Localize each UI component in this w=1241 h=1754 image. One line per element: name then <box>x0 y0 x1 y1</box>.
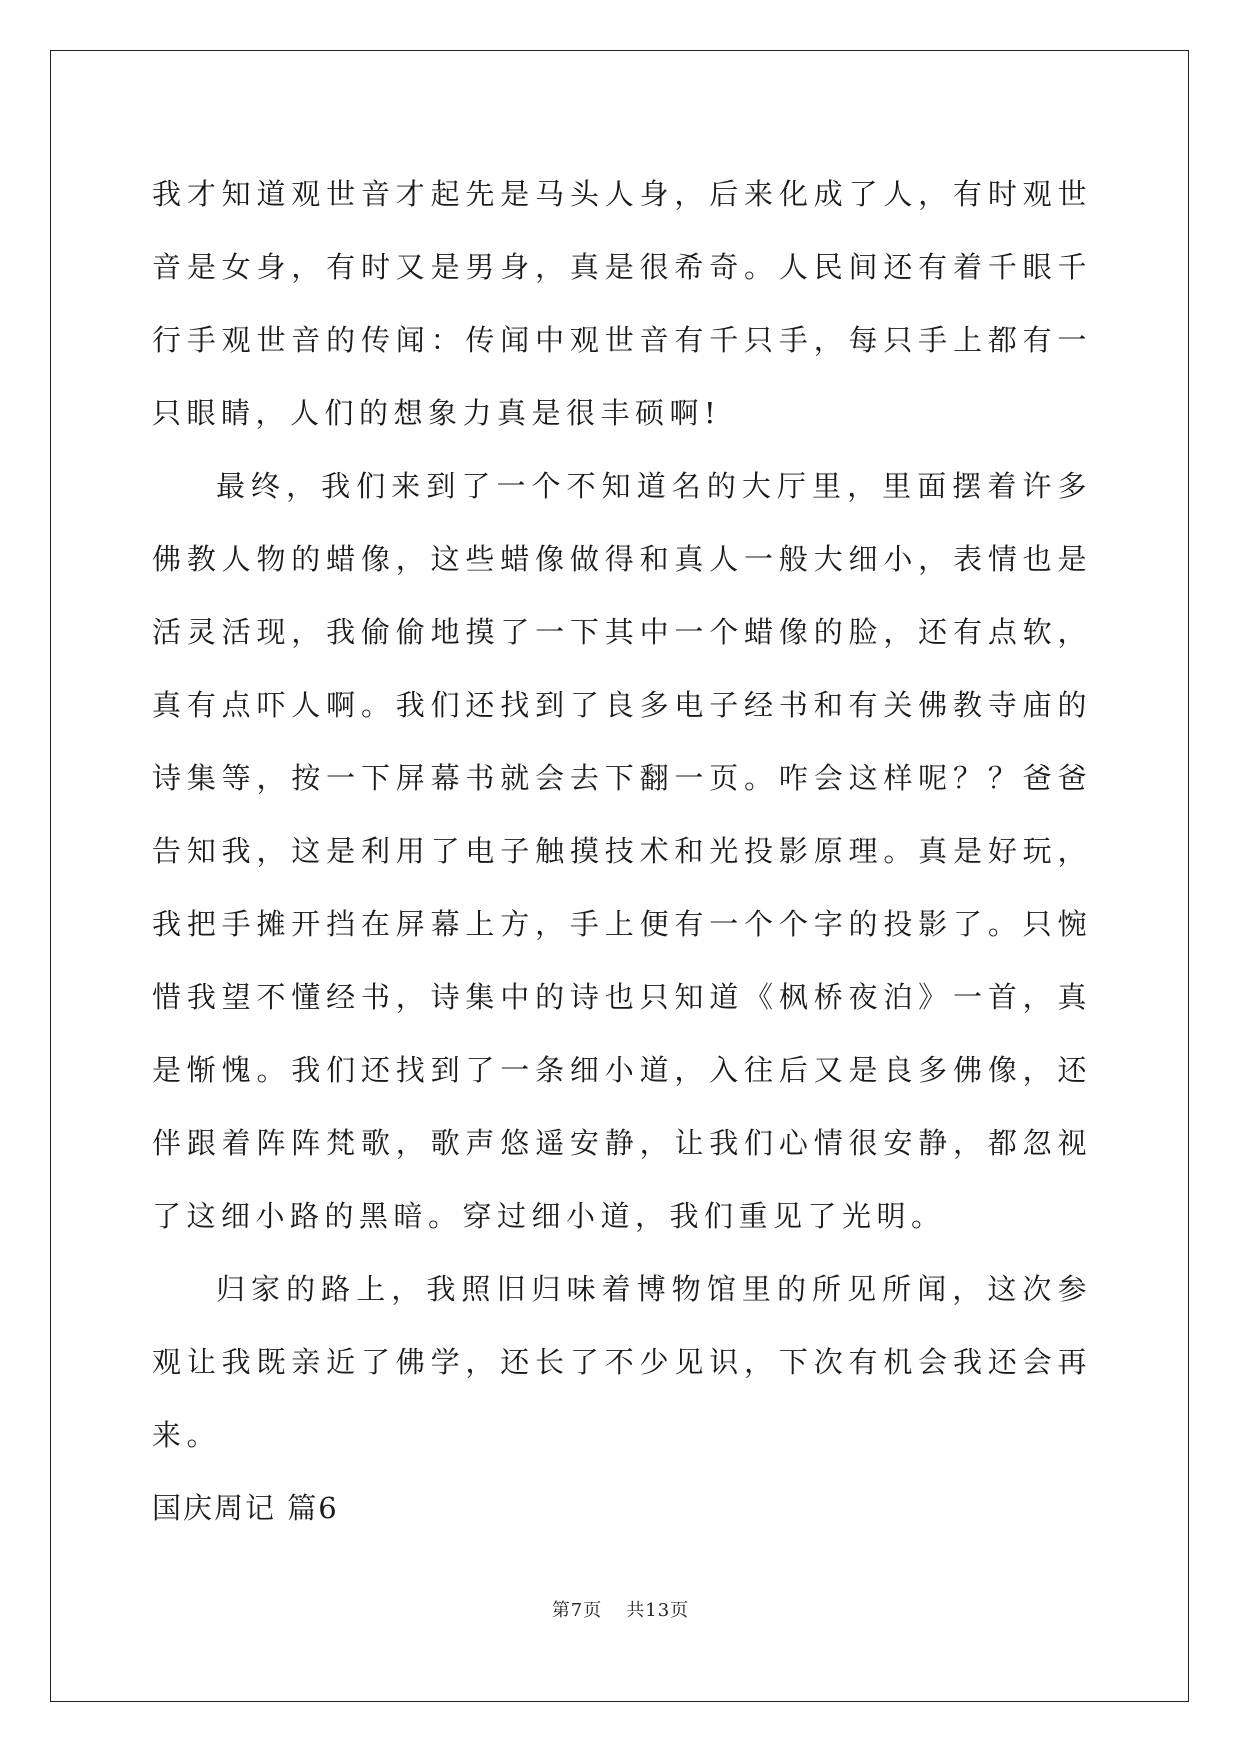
paragraph-1: 我才知道观世音才起先是马头人身，后来化成了人，有时观世音是女身，有时又是男身，真是很希奇。人民间还有着千眼千行手观世音的传闻：传闻中观世音有千只手，每只手上都有一只眼睛，人们的想象力真是很丰硕啊! <box>152 177 1092 430</box>
page-total: 共13页 <box>626 1600 690 1621</box>
paragraph-2: 最终，我们来到了一个不知道名的大厅里，里面摆着许多佛教人物的蜡像，这些蜡像做得和真人一般大细小，表情也是活灵活现，我偷偷地摸了一下其中一个蜡像的脸，还有点软，真有点吓人啊。我们还找到了良多电子经书和有关佛教寺庙的诗集等，按一下屏幕书就会去下翻一页。咋会这样呢？？爸爸告知我，这是利用了电子触摸技术和光投影原理。真是好玩，我把手摊开挡在屏幕上方，手上便有一个个字的投影了。只惋惜我望不懂经书，诗集中的诗也只知道《枫桥夜泊》一首，真是惭愧。我们还找到了一条细小道，入往后又是良多佛像，还伴跟着阵阵梵歌，歌声悠遥安静，让我们心情很安静，都忽视了这细小路的黑暗。穿过细小道，我们重见了光明。 <box>152 469 1092 1233</box>
document-body <box>152 158 1092 1545</box>
section-heading: 国庆周记 篇6 <box>152 1491 339 1525</box>
paragraph-3: 归家的路上，我照旧归味着博物馆里的所见所闻，这次参观让我既亲近了佛学，还长了不少见识，下次有机会我还会再来。 <box>152 1272 1092 1452</box>
page-number: 第7页 <box>551 1600 603 1621</box>
page-footer <box>0 1596 1241 1622</box>
